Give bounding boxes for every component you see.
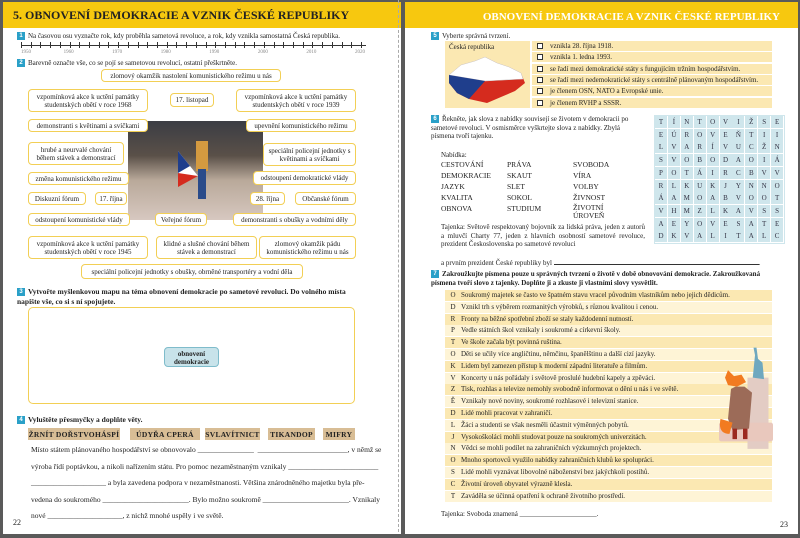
offer-word: SOKOL bbox=[507, 193, 533, 202]
statement-box[interactable]: 17. října bbox=[95, 192, 127, 205]
grid-letter[interactable]: T bbox=[732, 230, 744, 242]
timeline-axis bbox=[21, 45, 366, 46]
grid-letter[interactable]: E bbox=[771, 218, 783, 230]
czech-republic-cell bbox=[445, 41, 530, 108]
grid-letter[interactable]: Á bbox=[694, 167, 706, 179]
grid-letter[interactable]: I bbox=[732, 116, 744, 128]
statement-letter[interactable]: O bbox=[450, 456, 456, 465]
grid-letter[interactable]: O bbox=[771, 180, 783, 192]
timeline-tick bbox=[225, 42, 226, 48]
grid-letter[interactable]: O bbox=[694, 129, 706, 141]
task-4 bbox=[17, 415, 143, 425]
option-row[interactable] bbox=[532, 86, 772, 96]
grid-letter[interactable]: C bbox=[732, 167, 744, 179]
task-6 bbox=[431, 115, 645, 141]
timeline[interactable] bbox=[21, 40, 366, 60]
timeline-year: 1970 bbox=[112, 50, 123, 55]
statement-text: Koncerty u nás pořádaly i světově proslulé hudební kapely a zpěváci. bbox=[461, 373, 656, 382]
grid-letter[interactable]: H bbox=[668, 205, 680, 217]
grid-letter[interactable]: V bbox=[771, 167, 783, 179]
statement-letter[interactable]: N bbox=[450, 444, 456, 453]
statement-letter[interactable]: Ě bbox=[450, 397, 456, 406]
checkbox[interactable] bbox=[537, 88, 543, 94]
grid-letter[interactable]: Y bbox=[732, 180, 744, 192]
grid-letter[interactable]: J bbox=[720, 180, 732, 192]
statement-box[interactable]: 28. října bbox=[250, 192, 285, 205]
grid-letter[interactable]: N bbox=[681, 116, 693, 128]
task-number: 3 bbox=[17, 288, 25, 296]
timeline-tick bbox=[283, 42, 284, 48]
fill-in-line[interactable]: výroba řídí poptávkou, a nikoli nařízením státu. Pro pomoc nezaměstnaným vznikaly ________________________ bbox=[31, 461, 379, 471]
grid-letter[interactable]: E bbox=[655, 129, 667, 141]
statement-letter[interactable]: R bbox=[450, 314, 456, 323]
grid-letter[interactable]: Á bbox=[655, 192, 667, 204]
mind-map-center: obnovení demokracie bbox=[164, 347, 219, 367]
statement-box[interactable]: Občanské fórum bbox=[295, 192, 356, 205]
timeline-tick bbox=[40, 42, 41, 48]
statement-letter[interactable]: T bbox=[450, 338, 456, 347]
timeline-tick bbox=[322, 42, 323, 48]
grid-letter[interactable]: V bbox=[758, 167, 770, 179]
grid-letter[interactable]: O bbox=[707, 154, 719, 166]
grid-letter[interactable]: K bbox=[681, 180, 693, 192]
grid-letter[interactable]: O bbox=[694, 192, 706, 204]
grid-letter[interactable]: T bbox=[681, 167, 693, 179]
grid-letter[interactable]: Z bbox=[694, 205, 706, 217]
option-text: vznikla 1. ledna 1993. bbox=[550, 53, 613, 62]
grid-letter[interactable]: I bbox=[720, 230, 732, 242]
timeline-tick bbox=[215, 42, 216, 48]
timeline-tick bbox=[167, 42, 168, 48]
statement-box[interactable]: zlomový okamžik pádu komunistického režimu u nás bbox=[259, 236, 356, 259]
timeline-tick bbox=[361, 42, 362, 48]
timeline-tick bbox=[31, 42, 32, 48]
statement-row bbox=[445, 290, 772, 301]
left-page bbox=[3, 2, 401, 534]
grid-letter[interactable]: N bbox=[758, 180, 770, 192]
grid-letter[interactable]: L bbox=[707, 230, 719, 242]
timeline-tick bbox=[244, 42, 245, 48]
timeline-tick bbox=[79, 42, 80, 48]
statement-text: Ve škole začala být povinná ruština. bbox=[461, 338, 562, 347]
anagram-chip: TIKANDOP bbox=[268, 428, 315, 440]
page-number: 22 bbox=[13, 518, 21, 527]
fox-statue-illustration bbox=[719, 347, 773, 457]
statement-text: Fronty na běžné spotřební zboží se staly každodenní nutností. bbox=[461, 314, 634, 323]
timeline-tick bbox=[254, 42, 255, 48]
statement-box[interactable]: vzpomínková akce k uctění památky studentských obětí v roce 1945 bbox=[28, 236, 148, 259]
grid-letter[interactable]: S bbox=[732, 218, 744, 230]
grid-letter[interactable]: O bbox=[758, 192, 770, 204]
timeline-tick bbox=[264, 42, 265, 48]
grid-letter[interactable]: A bbox=[745, 230, 757, 242]
grid-letter[interactable]: I bbox=[707, 167, 719, 179]
statement-box[interactable]: odstoupení komunistické vlády bbox=[28, 213, 130, 226]
timeline-year: 2020 bbox=[355, 50, 365, 55]
task-number: 2 bbox=[17, 59, 25, 67]
grid-letter[interactable]: A bbox=[745, 218, 757, 230]
grid-letter[interactable]: N bbox=[771, 141, 783, 153]
grid-letter[interactable]: B bbox=[720, 192, 732, 204]
timeline-year: 1960 bbox=[63, 50, 74, 55]
timeline-tick bbox=[108, 42, 109, 48]
statement-box[interactable]: Diskuzní fórum bbox=[28, 192, 86, 205]
grid-letter[interactable]: K bbox=[720, 205, 732, 217]
statement-letter[interactable]: S bbox=[451, 468, 455, 476]
anagram-chip: ŽRNÍT DOŘSTVOHÁSPÍ bbox=[28, 429, 120, 439]
timeline-tick bbox=[303, 42, 304, 48]
offer-word: PRÁVA bbox=[507, 160, 532, 169]
statement-box[interactable]: 17. listopad bbox=[170, 93, 214, 107]
statement-box[interactable]: speciální policejní jednotky s obušky, obrněné transportéry a vodní děla bbox=[81, 264, 303, 279]
timeline-tick bbox=[70, 42, 71, 48]
grid-letter[interactable]: P bbox=[655, 167, 667, 179]
option-text: je členem OSN, NATO a Evropské unie. bbox=[550, 87, 664, 96]
task-2 bbox=[17, 59, 237, 69]
grid-letter[interactable]: N bbox=[745, 180, 757, 192]
grid-letter[interactable]: M bbox=[681, 205, 693, 217]
task-6-text: Řekněte, jak slova z nabídky souvisejí se životem v demokracii po sametové revoluci. V osmisměrce vyškrtejte slova z nabídky. Zbylá písmena tvoří tajenku. bbox=[431, 115, 629, 140]
grid-letter[interactable]: C bbox=[771, 230, 783, 242]
grid-letter[interactable]: I bbox=[758, 154, 770, 166]
offer-word: DEMOKRACIE bbox=[441, 171, 491, 180]
grid-letter[interactable]: Í bbox=[707, 141, 719, 153]
grid-letter[interactable]: V bbox=[720, 141, 732, 153]
statement-letter[interactable]: J bbox=[451, 432, 455, 441]
statement-text: Vznikl trh s výběrem rozmanitých výrobků, s různou kvalitou i cenou. bbox=[461, 302, 659, 311]
statement-row bbox=[445, 479, 772, 490]
grid-letter[interactable]: V bbox=[745, 205, 757, 217]
task-number: 1 bbox=[17, 32, 25, 40]
grid-letter[interactable]: V bbox=[732, 192, 744, 204]
statement-row bbox=[445, 491, 772, 502]
grid-letter[interactable]: O bbox=[707, 116, 719, 128]
clue-end: a prvním prezident České republiky byl bbox=[441, 259, 552, 267]
statement-text: Lidé mohli vyznávat libovolné náboženství bez jakýchkoli postihů. bbox=[461, 468, 650, 476]
grid-letter[interactable]: R bbox=[681, 129, 693, 141]
grid-letter[interactable]: L bbox=[707, 205, 719, 217]
statement-box[interactable]: odstoupení demokratické vlády bbox=[253, 171, 356, 185]
statement-letter[interactable]: L bbox=[450, 420, 456, 429]
statement-letter[interactable]: K bbox=[450, 361, 456, 370]
option-text: je členem RVHP a SSSR. bbox=[550, 98, 622, 107]
statement-box[interactable]: zlomový okamžik nastolení komunistického režimu u nás bbox=[101, 69, 281, 82]
grid-letter[interactable]: E bbox=[668, 218, 680, 230]
offer-word: SVOBODA bbox=[573, 160, 610, 169]
statement-letter[interactable]: T bbox=[450, 491, 456, 500]
timeline-tick bbox=[21, 42, 22, 48]
anagram-chip: ÚDYŘA CPERÁ bbox=[130, 428, 200, 440]
grid-letter[interactable]: L bbox=[655, 141, 667, 153]
grid-letter[interactable]: B bbox=[694, 154, 706, 166]
offer-word: VOLBY bbox=[573, 182, 599, 191]
grid-letter[interactable]: U bbox=[732, 141, 744, 153]
timeline-year: 2000 bbox=[257, 50, 268, 55]
task-4-text: Vyluštěte přesmyčky a doplňte věty. bbox=[28, 415, 143, 424]
statement-box[interactable]: hrubé a neurvalé chování během stávek a demonstrací bbox=[28, 142, 124, 165]
grid-letter[interactable]: T bbox=[694, 116, 706, 128]
task-1-text: Na časovou osu vyznačte rok, kdy proběhla sametová revoluce, a rok, kdy vznikla samostatná Česká republika. bbox=[28, 32, 340, 40]
timeline-tick bbox=[138, 42, 139, 48]
task-number: 6 bbox=[431, 115, 439, 123]
grid-letter[interactable]: A bbox=[681, 141, 693, 153]
timeline-tick bbox=[206, 42, 207, 48]
statement-box[interactable]: vzpomínková akce k uctění památky studentských obětí v roce 1939 bbox=[236, 89, 356, 112]
grid-letter[interactable]: A bbox=[707, 192, 719, 204]
grid-letter[interactable]: K bbox=[707, 180, 719, 192]
grid-letter[interactable]: V bbox=[707, 218, 719, 230]
grid-letter[interactable]: O bbox=[668, 167, 680, 179]
grid-letter[interactable]: Á bbox=[771, 154, 783, 166]
offer-word: JAZYK bbox=[441, 182, 465, 191]
grid-letter[interactable]: C bbox=[745, 141, 757, 153]
grid-letter[interactable]: V bbox=[720, 116, 732, 128]
fill-in-line[interactable]: vedena do soukromého _______________________. Bylo možno soukromě _______________________. Vznikaly bbox=[31, 494, 380, 504]
grid-letter[interactable]: Ň bbox=[732, 129, 744, 141]
timeline-year: 2010 bbox=[306, 50, 317, 55]
timeline-tick bbox=[186, 42, 187, 48]
statement-box[interactable]: změna komunistického režimu bbox=[28, 172, 129, 185]
offer-word: VÍRA bbox=[573, 171, 592, 180]
grid-letter[interactable]: R bbox=[655, 180, 667, 192]
grid-letter[interactable]: A bbox=[732, 154, 744, 166]
statement-box[interactable]: demonstranti s květinami a svíčkami bbox=[28, 119, 148, 132]
statement-text: Lidem byl zamezen přístup k moderní západní literatuře a filmům. bbox=[461, 361, 648, 370]
option-row[interactable] bbox=[532, 41, 772, 51]
statement-letter[interactable]: Z bbox=[450, 385, 456, 394]
page-number: 23 bbox=[780, 520, 788, 529]
grid-letter[interactable]: O bbox=[745, 154, 757, 166]
anagram-chip: SVLAVÍTNICT bbox=[205, 429, 260, 439]
grid-letter[interactable]: E bbox=[771, 116, 783, 128]
grid-letter[interactable]: I bbox=[758, 129, 770, 141]
checkbox[interactable] bbox=[537, 77, 543, 83]
timeline-tick bbox=[342, 42, 343, 48]
timeline-year: 1990 bbox=[209, 50, 220, 55]
grid-letter[interactable]: A bbox=[732, 205, 744, 217]
statement-box[interactable]: Veřejné fórum bbox=[155, 213, 207, 226]
statement-text: Vznikaly nové noviny, soukromé rozhlasové i televizní stanice. bbox=[461, 397, 639, 406]
grid-letter[interactable]: S bbox=[655, 154, 667, 166]
grid-letter[interactable]: V bbox=[668, 154, 680, 166]
timeline-tick bbox=[147, 42, 148, 48]
timeline-tick bbox=[332, 42, 333, 48]
grid-letter[interactable]: S bbox=[758, 205, 770, 217]
grid-letter[interactable]: K bbox=[668, 230, 680, 242]
grid-letter[interactable]: V bbox=[681, 230, 693, 242]
task-2-text: Barevně označte vše, co se pojí se sametovou revolucí, ostatní přeškrtněte. bbox=[28, 59, 237, 67]
flag-icon bbox=[128, 121, 263, 220]
grid-letter[interactable]: E bbox=[720, 218, 732, 230]
grid-letter[interactable]: L bbox=[758, 230, 770, 242]
statement-letter[interactable]: C bbox=[450, 479, 456, 488]
statement-text: Žáci a studenti se však nesměli účastnit výměnných pobytů. bbox=[461, 420, 629, 429]
grid-letter[interactable]: R bbox=[694, 141, 706, 153]
grid-letter[interactable]: O bbox=[681, 154, 693, 166]
statement-text: Mnoho sportovců využilo nabídky zahraničních klubů ke spolupráci. bbox=[461, 456, 654, 465]
grid-letter[interactable]: D bbox=[655, 230, 667, 242]
grid-letter[interactable]: T bbox=[758, 218, 770, 230]
statement-box[interactable]: vzpomínková akce k uctění památky studentských obětí v roce 1968 bbox=[28, 89, 148, 112]
grid-letter[interactable]: D bbox=[720, 154, 732, 166]
page-gutter bbox=[398, 0, 399, 532]
statement-text: Tisk, rozhlas a televize nemohly svobodně informovat o dění u nás i ve světě. bbox=[461, 385, 679, 394]
grid-letter[interactable]: I bbox=[771, 129, 783, 141]
grid-letter[interactable]: T bbox=[771, 192, 783, 204]
grid-letter[interactable]: R bbox=[720, 167, 732, 179]
option-text: vznikla 28. října 1918. bbox=[550, 42, 614, 50]
offer-word: SKAUT bbox=[507, 171, 533, 180]
grid-letter[interactable]: S bbox=[771, 205, 783, 217]
chapter-title: OBNOVENÍ DEMOKRACIE A VZNIK ČESKÉ REPUBLIKY bbox=[482, 11, 780, 23]
timeline-tick bbox=[351, 42, 352, 48]
grid-letter[interactable]: A bbox=[668, 192, 680, 204]
offer-label: Nabídka: bbox=[441, 151, 467, 159]
task-7-text: Zakroužkujte písmena pouze u správných tvrzení o životě v době obnovování demokracie. Zakroužkovaná písmena tvoří slovo z tajenky. Doplňte ji a zkuste ji vlastními slovy vysvětlit. bbox=[431, 270, 761, 287]
timeline-tick bbox=[176, 42, 177, 48]
statement-letter[interactable]: O bbox=[450, 291, 456, 299]
option-row[interactable] bbox=[532, 64, 772, 74]
offer-word: ŽIVOTNÍ ÚROVEŇ bbox=[573, 203, 605, 220]
checkbox[interactable] bbox=[537, 54, 543, 60]
timeline-tick bbox=[274, 42, 275, 48]
statement-text: Vedle státních škol vznikaly i soukromé a církevní školy. bbox=[461, 326, 621, 335]
grid-letter[interactable]: B bbox=[745, 167, 757, 179]
secret-answer[interactable]: Tajenka: Svoboda znamená ______________________. bbox=[441, 510, 599, 518]
grid-letter[interactable]: Y bbox=[681, 218, 693, 230]
task-number: 4 bbox=[17, 416, 25, 424]
revolution-photo bbox=[128, 121, 263, 220]
statement-letter[interactable]: P bbox=[451, 326, 455, 335]
statement-box[interactable]: speciální policejní jednotky s květinami a svíčkami bbox=[263, 143, 356, 166]
grid-letter[interactable]: Ž bbox=[758, 141, 770, 153]
grid-letter[interactable]: Í bbox=[668, 116, 680, 128]
clue-text: Tajenka: Světově respektovaný bojovník za lidská práva, jeden z autorů a mluvčí Charty 77, jeden z hlavních osobností sametové revoluce, prezident Československa po sametové revoluci bbox=[441, 223, 645, 248]
statement-text: Děti se učily více angličtinu, němčinu, španělštinu a další cizí jazyky. bbox=[461, 350, 656, 358]
offer-word: OBNOVA bbox=[441, 204, 473, 213]
checkbox[interactable] bbox=[537, 66, 543, 72]
timeline-year: 1950 bbox=[21, 50, 31, 55]
option-row[interactable] bbox=[532, 75, 772, 85]
grid-letter[interactable]: T bbox=[745, 129, 757, 141]
statement-text: Lidé mohli pracovat v zahraničí. bbox=[461, 409, 553, 417]
task-7 bbox=[431, 270, 776, 287]
anagram-chip: MIFRY bbox=[323, 428, 355, 440]
grid-letter[interactable]: O bbox=[694, 218, 706, 230]
czech-map-icon bbox=[445, 53, 530, 108]
offer-word: KVALITA bbox=[441, 193, 473, 202]
fill-in-line[interactable]: Místo státem plánovaného hospodářství se obnovovalo _______________ ________________________, v němž se bbox=[31, 445, 382, 454]
statement-text: Soukromý majetek se často ve špatném stavu vracel původním vlastníkům nebo jejich dědicům. bbox=[461, 291, 730, 299]
timeline-tick bbox=[157, 42, 158, 48]
grid-letter[interactable]: V bbox=[668, 141, 680, 153]
timeline-tick bbox=[293, 42, 294, 48]
grid-letter[interactable]: Ú bbox=[668, 129, 680, 141]
grid-letter[interactable]: L bbox=[668, 180, 680, 192]
option-row[interactable] bbox=[532, 98, 772, 108]
task-5-text: Vyberte správná tvrzení. bbox=[442, 32, 511, 40]
grid-letter[interactable]: V bbox=[655, 205, 667, 217]
offer-word: STUDIUM bbox=[507, 204, 542, 213]
statement-letter[interactable]: D bbox=[450, 302, 456, 311]
statement-row bbox=[445, 467, 772, 478]
grid-letter[interactable]: S bbox=[758, 116, 770, 128]
statement-box[interactable]: demonstranti s obušky a vodními děly bbox=[233, 213, 356, 226]
grid-letter[interactable]: A bbox=[694, 230, 706, 242]
statement-row bbox=[445, 302, 772, 313]
statement-row bbox=[445, 325, 772, 336]
timeline-tick bbox=[60, 42, 61, 48]
statement-letter[interactable]: V bbox=[450, 373, 456, 382]
offer-word: CESTOVÁNÍ bbox=[441, 160, 484, 169]
grid-letter[interactable]: O bbox=[745, 192, 757, 204]
chapter-title: 5. OBNOVENÍ DEMOKRACIE A VZNIK ČESKÉ REPUBLIKY bbox=[13, 8, 350, 22]
statement-text: Životní úroveň obyvatel výrazně klesla. bbox=[461, 479, 573, 488]
grid-letter[interactable]: T bbox=[655, 116, 667, 128]
timeline-tick bbox=[235, 42, 236, 48]
task-number: 5 bbox=[431, 32, 439, 40]
grid-letter[interactable]: U bbox=[694, 180, 706, 192]
timeline-tick bbox=[50, 42, 51, 48]
task-number: 7 bbox=[431, 270, 439, 278]
statement-letter[interactable]: D bbox=[450, 409, 456, 417]
task-3 bbox=[17, 287, 357, 306]
statement-text: Vysokoškoláci mohli studovat pouze na soukromých univerzitách. bbox=[461, 432, 647, 441]
grid-letter[interactable]: Ž bbox=[745, 116, 757, 128]
fill-in-line[interactable]: ____________________ a byla zavedena podpora v nezaměstnanosti. Většina znárodněného majetku byla pře- bbox=[31, 478, 365, 487]
timeline-tick bbox=[128, 42, 129, 48]
statement-text: Zaváděla se účinná opatření k ochraně životního prostředí. bbox=[461, 491, 626, 500]
timeline-tick bbox=[99, 42, 100, 48]
offer-word: SLET bbox=[507, 182, 525, 191]
checkbox[interactable] bbox=[537, 43, 543, 49]
option-text: se řadí mezi nedemokratické státy s centrálně plánovaným hospodářstvím. bbox=[550, 75, 759, 84]
clue-answer[interactable]: a prvním prezident České republiky byl . bbox=[441, 259, 761, 267]
timeline-tick bbox=[89, 42, 90, 48]
right-page bbox=[405, 2, 798, 534]
grid-letter[interactable]: M bbox=[681, 192, 693, 204]
grid-letter[interactable]: V bbox=[707, 129, 719, 141]
option-row[interactable] bbox=[532, 52, 772, 62]
grid-letter[interactable]: E bbox=[720, 129, 732, 141]
task-3-text: Vytvořte myšlenkovou mapu na téma obnovení demokracie po sametové revoluci. Do volného místa napište vše, co si s ní spojujete. bbox=[17, 287, 346, 306]
timeline-tick bbox=[196, 42, 197, 48]
timeline-tick bbox=[118, 42, 119, 48]
checkbox[interactable] bbox=[537, 100, 543, 106]
czech-republic-label: Česká republika bbox=[449, 43, 495, 51]
statement-box[interactable]: klidné a slušné chování během stávek a demonstrací bbox=[156, 236, 257, 259]
offer-word: ŽIVNOST bbox=[573, 193, 606, 202]
grid-letter[interactable]: A bbox=[655, 218, 667, 230]
option-text: se řadí mezi demokratické státy s fungujícím tržním hospodářstvím. bbox=[550, 64, 741, 73]
statement-text: Vědci se mohli podílet na zahraničních výzkumných projektech. bbox=[461, 444, 642, 453]
statement-letter[interactable]: O bbox=[450, 350, 456, 358]
fill-in-line[interactable]: nové ____________________, z nichž mnohé uspěly i ve světě. bbox=[31, 511, 224, 520]
timeline-year: 1980 bbox=[160, 50, 171, 55]
statement-box[interactable]: upevnění komunistického režimu bbox=[246, 119, 356, 132]
statement-row bbox=[445, 314, 772, 325]
timeline-tick bbox=[312, 42, 313, 48]
